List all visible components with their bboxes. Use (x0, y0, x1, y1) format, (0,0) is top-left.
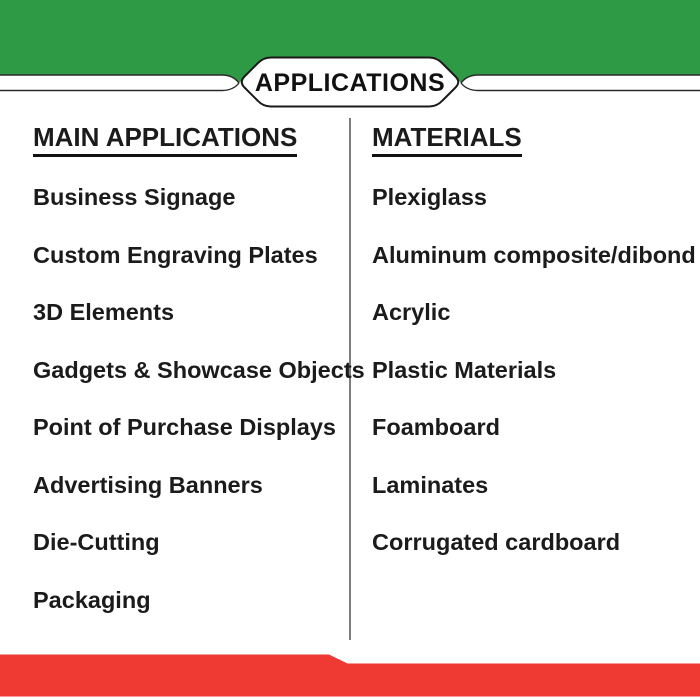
ribbon-line-right-top (461, 75, 700, 83)
badge-label: APPLICATIONS (254, 69, 446, 97)
list-item: Foamboard (372, 414, 500, 440)
list-item: Plexiglass (372, 184, 487, 210)
list-item: Laminates (372, 471, 489, 498)
right-column-list (372, 183, 696, 556)
left-column-list (33, 183, 365, 614)
ribbon-line-left-top (0, 75, 239, 83)
list-item: Acrylic (372, 299, 451, 325)
list-item: Die-Cutting (33, 529, 160, 555)
ribbon-line-left-bottom (0, 83, 239, 91)
right-column-header-text: MATERIALS (372, 122, 522, 157)
list-item: Plastic Materials (372, 356, 557, 383)
list-item: Point of Purchase Displays (33, 414, 336, 440)
header-banner (0, 0, 700, 120)
right-column-header (372, 122, 522, 157)
red-band (0, 655, 700, 697)
main-applications-column (33, 122, 365, 613)
list-item: Gadgets & Showcase Objects (33, 356, 365, 383)
list-item: Aluminum composite/dibond (372, 241, 696, 268)
list-item: 3D Elements (33, 299, 175, 325)
list-item: Corrugated cardboard (372, 529, 621, 555)
list-item: Business Signage (33, 184, 236, 210)
footer-banner (0, 650, 700, 700)
materials-column (372, 122, 696, 555)
list-item: Advertising Banners (33, 471, 263, 498)
ribbon-line-right-bottom (461, 83, 700, 91)
list-item: Custom Engraving Plates (33, 241, 318, 268)
left-column-header (33, 122, 297, 157)
list-item: Packaging (33, 586, 151, 613)
left-column-header-text: MAIN APPLICATIONS (33, 122, 297, 157)
